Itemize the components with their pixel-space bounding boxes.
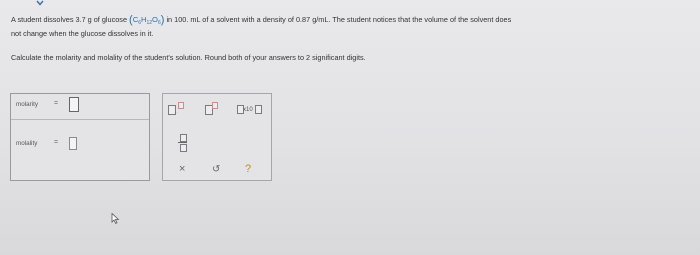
superscript-template-button[interactable] bbox=[205, 102, 221, 116]
question-instruction: Calculate the molarity and molality of the student's solution. Round both of your answers to 2 significant digits. bbox=[11, 53, 366, 62]
panel-divider bbox=[11, 119, 149, 120]
help-icon[interactable]: ? bbox=[245, 163, 252, 175]
undo-icon[interactable]: ↺ bbox=[212, 164, 221, 175]
question-line-1 bbox=[11, 15, 511, 28]
molarity-label: molarity bbox=[16, 101, 39, 108]
question-text-start: A student dissolves 3.7 g of glucose bbox=[11, 15, 128, 24]
fraction-bar-icon bbox=[178, 142, 187, 143]
molarity-equals: = bbox=[54, 100, 59, 107]
mouse-cursor-icon bbox=[111, 213, 120, 224]
answer-panel bbox=[10, 93, 150, 181]
scientific-notation-button[interactable] bbox=[237, 102, 265, 116]
sci-exponent-box-icon bbox=[255, 105, 262, 114]
molality-label: molality bbox=[16, 140, 38, 147]
question-line-2: not change when the glucose dissolves in it. bbox=[11, 29, 154, 38]
molality-input[interactable] bbox=[69, 137, 77, 150]
molarity-input[interactable] bbox=[69, 97, 79, 112]
decimal-small-box-icon bbox=[178, 102, 184, 109]
math-toolbar bbox=[162, 93, 272, 181]
sci-times-ten-text: x10 bbox=[243, 107, 253, 113]
decimal-point-icon: . bbox=[175, 109, 177, 115]
molality-equals: = bbox=[54, 139, 59, 146]
decimal-template-button[interactable] bbox=[168, 102, 186, 116]
glucose-formula: $(C_6H_{12}O_6)$ bbox=[129, 14, 165, 26]
fraction-denominator-icon bbox=[180, 144, 187, 152]
collapse-chevron-icon[interactable] bbox=[36, 0, 44, 6]
clear-x-icon[interactable]: × bbox=[179, 163, 186, 175]
fraction-template-button[interactable] bbox=[178, 134, 188, 152]
superscript-exponent-icon bbox=[212, 102, 218, 109]
fraction-numerator-icon bbox=[180, 134, 187, 142]
question-text-end: in 100. mL of a solvent with a density of 0.87 g/mL. The student notices that the volume of the solvent does bbox=[166, 15, 512, 24]
